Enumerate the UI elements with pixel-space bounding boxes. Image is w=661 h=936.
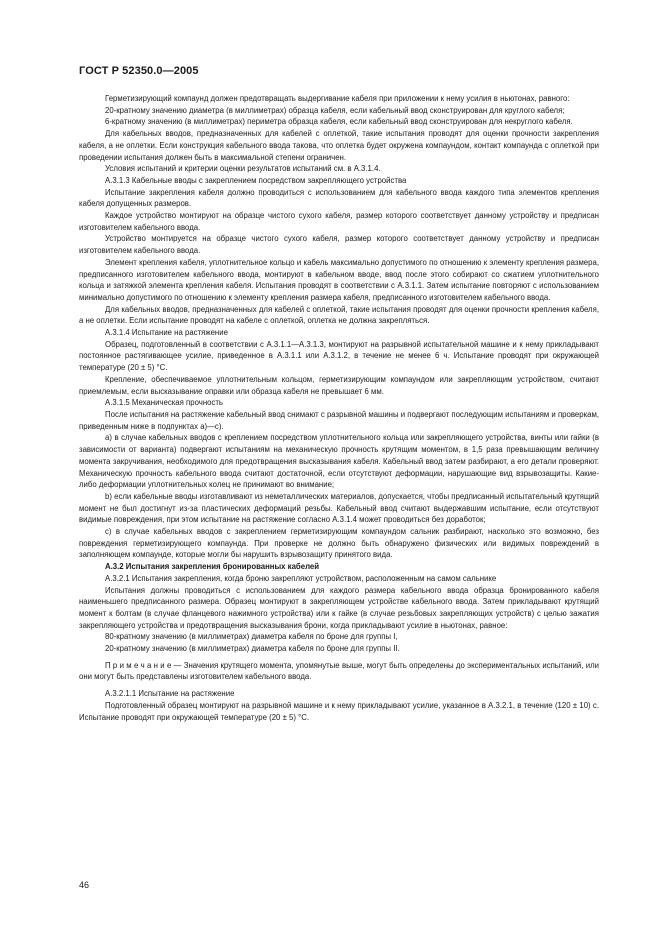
body-paragraph: Каждое устройство монтируют на образце чистого сухого кабеля, размер которого соответствует данному устройству и предписан изготовителем кабельного ввода. [79,211,599,232]
body-paragraph: 80-кратному значению (в миллиметрах) диаметра кабеля по броне для группы I, [105,632,398,642]
body-paragraph: Подготовленный образец монтируют на разрывной машине и к нему прикладывают усилие, указанное в А.3.2.1, в течение (120 ± 10) с. Испытание проводят при окружающей температуре (20 ± 5) °С. [79,700,599,722]
body-paragraph: b) если кабельные вводы изготавливают из неметаллических материалов, допускается, чтобы предписанный испытательный крутящий момент не был достигнут из-за пластических деформаций резьбы. Кабельный ввод считают выдержавшим испытание, если отсутствуют видимые повреждения, при этом испытание на растяжение согласно А.3.1.4 может проводиться без доработок; [79,491,599,525]
body-paragraph: А.3.2 Испытания закрепления бронированных кабелей [105,562,320,572]
body-paragraph: А.3.1.4 Испытание на растяжение [105,328,228,338]
body-paragraph: А.3.1.5 Механическая прочность [105,398,223,408]
document-body [79,93,599,723]
body-paragraph: А.3.2.1 Испытания закрепления, когда броню закрепляют устройством, расположенным на самом сальнике [105,573,497,583]
page-number: 46 [79,880,90,890]
body-paragraph: Устройство монтируется на образце чистого сухого кабеля, размер которого соответствует данному устройству и предписан изготовителем кабельного ввода. [79,234,599,256]
body-paragraph: 20-кратному значению (в миллиметрах) диаметра кабеля по броне для группы II. [105,644,400,654]
body-paragraph: 6-кратному значению (в миллиметрах) периметра образца кабеля, если кабельный ввод сконструирован для некруглого кабеля. [105,117,573,127]
body-paragraph: Герметизирующий компаунд должен предотвращать выдергивание кабеля при приложении к нему усилия в ньютонах, равного: [105,94,570,103]
body-paragraph: с) в случае кабельных вводов с закреплением герметизирующим компаундом сальник разбирают, насколько это возможно, без повреждения герметизирующего компаунда. При проверке не должно быть обнаружено физических или видимых повреждений в заполняющем компаунде, которые могли бы нарушить взрывозащиту принятого вида. [79,527,599,560]
body-paragraph: Образец, подготовленный в соответствии с А.3.1.1—А.3.1.3, монтируют на разрывной испытательной машине и к нему прикладывают постоянное растягивающее усилие, приведенное в А.3.1.1 или А.3.1.2, в течение не менее 6 ч. Испытание проводят при окружающей температуре (20 ± 5) °С. [79,339,599,373]
note-paragraph: П р и м е ч а н и е — Значения крутящего момента, упомянутые выше, могут быть определены до экспериментальных испытаний, или они могут быть представлены изготовителем кабельного ввода. [79,660,599,682]
body-paragraph: 20-кратному значению диаметра (в миллиметрах) образца кабеля, если кабельный ввод сконструирован для круглого кабеля; [105,105,565,115]
body-paragraph: Испытание закрепления кабеля должно проводиться с использованием для кабельного ввода каждого типа элементов крепления кабеля допущенных размеров. [79,187,599,209]
body-paragraph: А.3.1.3 Кабельные вводы с закреплением посредством закрепляющего устройства [105,175,407,185]
body-paragraph: Условия испытаний и критерии оценки результатов испытаний см. в А.3.1.4. [105,164,381,174]
body-paragraph: А.3.2.1.1 Испытание на растяжение [105,689,235,699]
body-paragraph: Для кабельных вводов, предназначенных для кабелей с оплеткой, такие испытания проводят для оценки прочности крепления кабеля, а не оплетки. Если испытание проводят на кабеле с оплеткой, оплетка не должна закрепляться. [79,304,599,326]
body-paragraph: Для кабельных вводов, предназначенных для кабелей с оплеткой, такие испытания проводят для оценки прочности закрепления кабеля, а не оплетки. Если конструкция кабельного ввода такова, что оплетка будет окружена компаундом, контакт компаунда с оплеткой при проведении испытания должен быть в максимальной степени ограничен. [79,129,599,162]
body-paragraph: Элемент крепления кабеля, уплотнительное кольцо и кабель максимально допустимого по отношению к элементу крепления размера, предписанного изготовителем кабельного ввода, монтируют в кабельном вводе, ввод после этого собирают со сжатием уплотнительного кольца и затяжкой элемента крепления кабеля. Испытания проводят в соответствии с А.3.1.1. Затем испытание повторяют с использованием минимально допустимого по отношению к элементу крепления размера кабеля, предписанного изготовителем кабельного ввода. [79,257,599,302]
document-header: ГОСТ Р 52350.0—2005 [79,65,199,77]
body-paragraph: Испытания должны проводиться с использованием для каждого размера кабельного ввода образца бронированного кабеля наименьшего предписанного размера. Образец монтируют в закрепляющем устройстве кабельного ввода. Затем прикладывают крутящий момент к болтам (в случае фланцевого нажимного устройства) или к гайке (в случае резьбовых закрепляющих устройств) с целью зажатия закрепляющего устройства и предотвращения высказывания брони, когда прикладывают усилие в ньютонах, равное: [79,585,599,630]
body-paragraph: а) в случае кабельных вводов с креплением посредством уплотнительного кольца или закрепляющего устройства, винты или гайки (в зависимости от варианта) подвергают испытаниям на механическую прочность крутящим моментом, в 1,5 раза превышающим величину момента закручивания, необходимого для предотвращения высказывания кабеля. Кабельный ввод затем разбирают, а его детали проверяют. Механическую прочность кабельного ввода считают достаточной, если отсутствуют деформации, нарушающие вид взрывозащиты. Какие-либо деформации уплотнительных колец не принимают во внимание; [79,433,599,490]
body-paragraph: Крепление, обеспечиваемое уплотнительным кольцом, герметизирующим компаундом или закрепляющим устройством, считают приемлемым, если высказывание оправки или образца кабеля не превышает 6 мм. [79,374,599,396]
body-paragraph: После испытания на растяжение кабельный ввод снимают с разрывной машины и подвергают последующим испытаниям и проверкам, приведенным ниже в подпунктах а)—с). [79,409,600,431]
